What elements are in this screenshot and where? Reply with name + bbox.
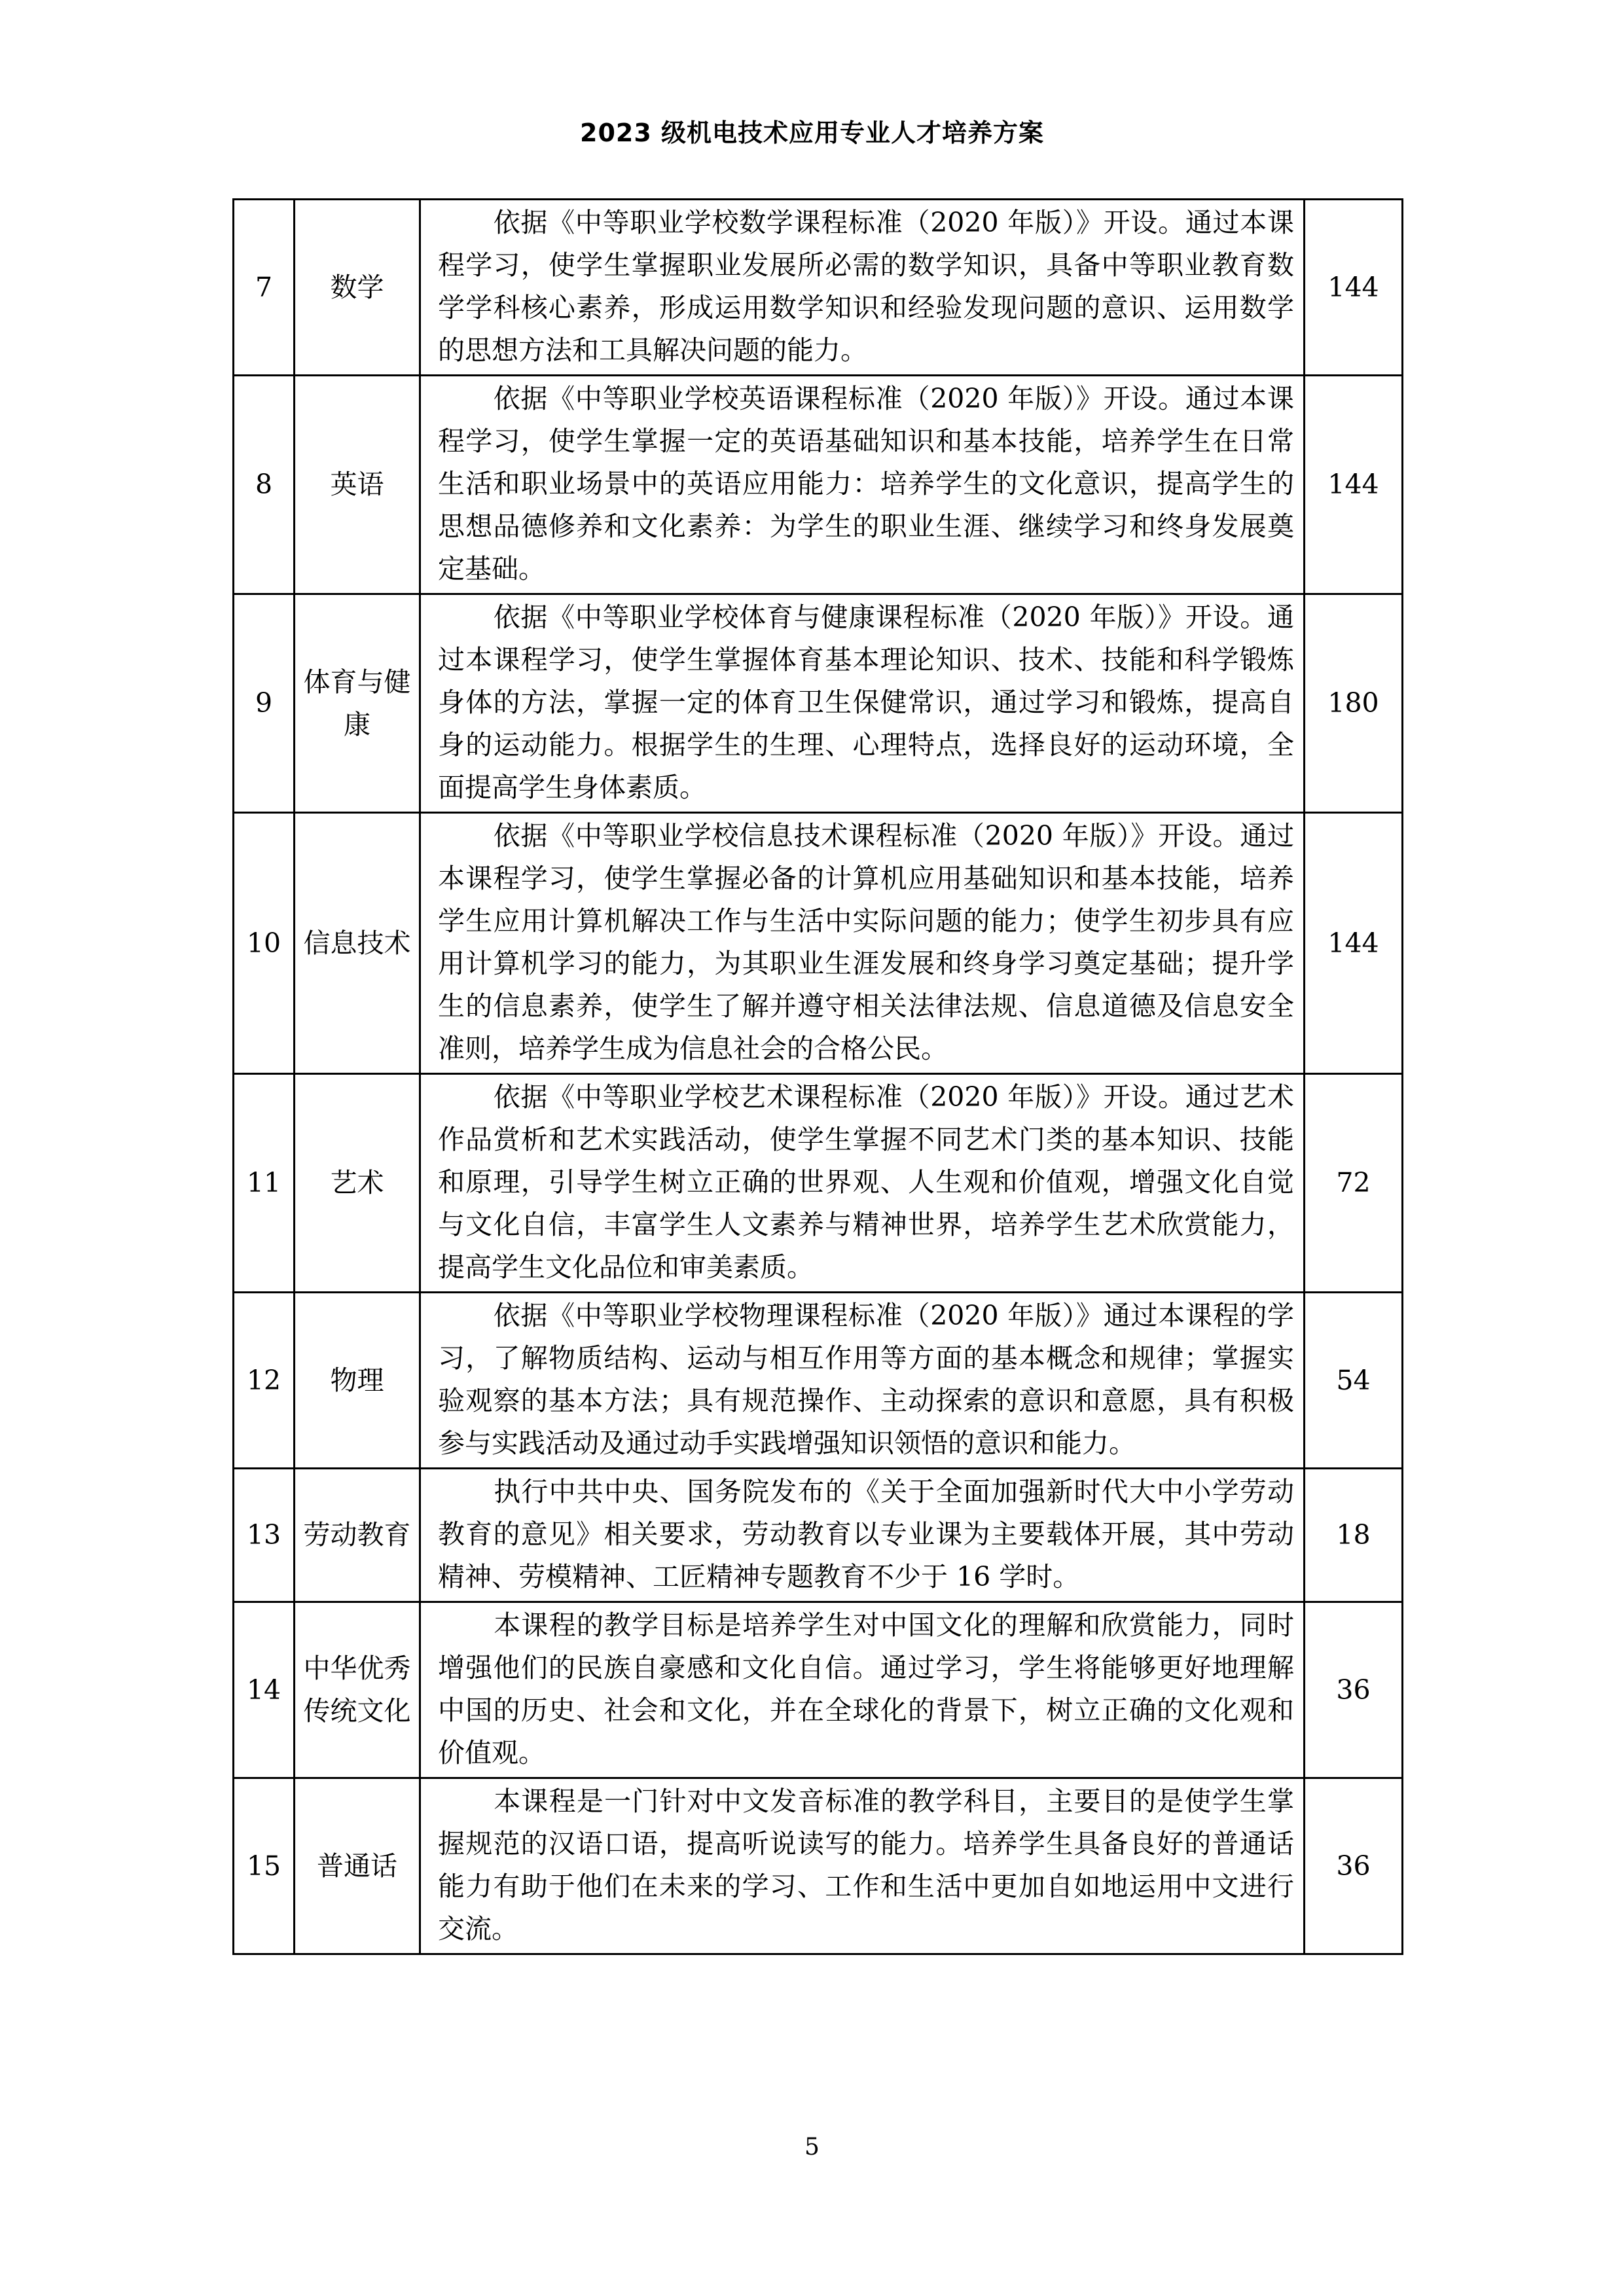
course-index: 11 — [234, 1074, 295, 1293]
course-hours: 54 — [1305, 1293, 1403, 1469]
course-name: 数学 — [295, 200, 420, 376]
table-row — [234, 1074, 1403, 1293]
course-description-text: 执行中共中央、国务院发布的《关于全面加强新时代大中小学劳动教育的意见》相关要求，劳动教育以专业课为主要载体开展，其中劳动精神、劳模精神、工匠精神专题教育不少于 16 学时。 — [438, 1476, 1294, 1592]
course-table — [232, 198, 1403, 1955]
course-description — [420, 376, 1305, 594]
course-description-text: 依据《中等职业学校信息技术课程标准（2020 年版）》开设。通过本课程学习，使学生掌握必备的计算机应用基础知识和基本技能，培养学生应用计算机解决工作与生活中实际问题的能力；使学生初步具有应用计算机学习的能力，为其职业生涯发展和终身学习奠定基础；提升学生的信息素养，使学生了解并遵守相关法律法规、信息道德及信息安全准则，培养学生成为信息社会的合格公民。 — [438, 820, 1294, 1064]
course-hours: 18 — [1305, 1469, 1403, 1602]
course-description-text: 本课程是一门针对中文发音标准的教学科目，主要目的是使学生掌握规范的汉语口语，提高听说读写的能力。培养学生具备良好的普通话能力有助于他们在未来的学习、工作和生活中更加自如地运用中文进行交流。 — [438, 1785, 1294, 1945]
page-number: 5 — [804, 2134, 820, 2161]
course-name: 劳动教育 — [295, 1469, 420, 1602]
course-hours: 144 — [1305, 813, 1403, 1074]
course-index: 12 — [234, 1293, 295, 1469]
course-index: 15 — [234, 1778, 295, 1954]
table-row — [234, 594, 1403, 813]
course-description-text: 依据《中等职业学校体育与健康课程标准（2020 年版）》开设。通过本课程学习，使学生掌握体育基本理论知识、技术、技能和科学锻炼身体的方法，掌握一定的体育卫生保健常识，通过学习和锻炼，提高自身的运动能力。根据学生的生理、心理特点，选择良好的运动环境，全面提高学生身体素质。 — [438, 601, 1294, 803]
table-row — [234, 1778, 1403, 1954]
course-hours: 144 — [1305, 200, 1403, 376]
course-name: 信息技术 — [295, 813, 420, 1074]
course-hours: 72 — [1305, 1074, 1403, 1293]
course-hours: 144 — [1305, 376, 1403, 594]
course-name: 物理 — [295, 1293, 420, 1469]
course-hours: 36 — [1305, 1778, 1403, 1954]
course-name: 中华优秀传统文化 — [295, 1602, 420, 1778]
table-row — [234, 376, 1403, 594]
course-description — [420, 813, 1305, 1074]
course-description — [420, 1778, 1305, 1954]
table-row — [234, 1602, 1403, 1778]
table-row — [234, 200, 1403, 376]
course-description — [420, 1293, 1305, 1469]
table-row — [234, 1469, 1403, 1602]
course-description-text: 本课程的教学目标是培养学生对中国文化的理解和欣赏能力，同时增强他们的民族自豪感和文化自信。通过学习，学生将能够更好地理解中国的历史、社会和文化，并在全球化的背景下，树立正确的文化观和价值观。 — [438, 1609, 1294, 1768]
course-name: 艺术 — [295, 1074, 420, 1293]
course-description — [420, 594, 1305, 813]
course-description — [420, 200, 1305, 376]
page-header-title: 2023 级机电技术应用专业人才培养方案 — [580, 118, 1044, 147]
table-row — [234, 813, 1403, 1074]
course-name: 英语 — [295, 376, 420, 594]
course-description — [420, 1602, 1305, 1778]
course-hours: 36 — [1305, 1602, 1403, 1778]
course-description-text: 依据《中等职业学校数学课程标准（2020 年版）》开设。通过本课程学习，使学生掌握职业发展所必需的数学知识，具备中等职业教育数学学科核心素养，形成运用数学知识和经验发现问题的意识、运用数学的思想方法和工具解决问题的能力。 — [438, 207, 1294, 366]
course-index: 13 — [234, 1469, 295, 1602]
table-row — [234, 1293, 1403, 1469]
course-index: 10 — [234, 813, 295, 1074]
course-index: 14 — [234, 1602, 295, 1778]
course-description — [420, 1469, 1305, 1602]
course-index: 8 — [234, 376, 295, 594]
course-hours: 180 — [1305, 594, 1403, 813]
course-description-text: 依据《中等职业学校英语课程标准（2020 年版）》开设。通过本课程学习，使学生掌握一定的英语基础知识和基本技能，培养学生在日常生活和职业场景中的英语应用能力：培养学生的文化意识，提高学生的思想品德修养和文化素养：为学生的职业生涯、继续学习和终身发展奠定基础。 — [438, 383, 1294, 584]
course-name: 体育与健康 — [295, 594, 420, 813]
course-index: 9 — [234, 594, 295, 813]
course-name: 普通话 — [295, 1778, 420, 1954]
course-description-text: 依据《中等职业学校物理课程标准（2020 年版）》通过本课程的学习，了解物质结构、运动与相互作用等方面的基本概念和规律；掌握实验观察的基本方法；具有规范操作、主动探索的意识和意愿，具有积极参与实践活动及通过动手实践增强知识领悟的意识和能力。 — [438, 1300, 1294, 1459]
course-description-text: 依据《中等职业学校艺术课程标准（2020 年版）》开设。通过艺术作品赏析和艺术实践活动，使学生掌握不同艺术门类的基本知识、技能和原理，引导学生树立正确的世界观、人生观和价值观，增强文化自觉与文化自信，丰富学生人文素养与精神世界，培养学生艺术欣赏能力，提高学生文化品位和审美素质。 — [438, 1081, 1294, 1283]
course-index: 7 — [234, 200, 295, 376]
course-description — [420, 1074, 1305, 1293]
